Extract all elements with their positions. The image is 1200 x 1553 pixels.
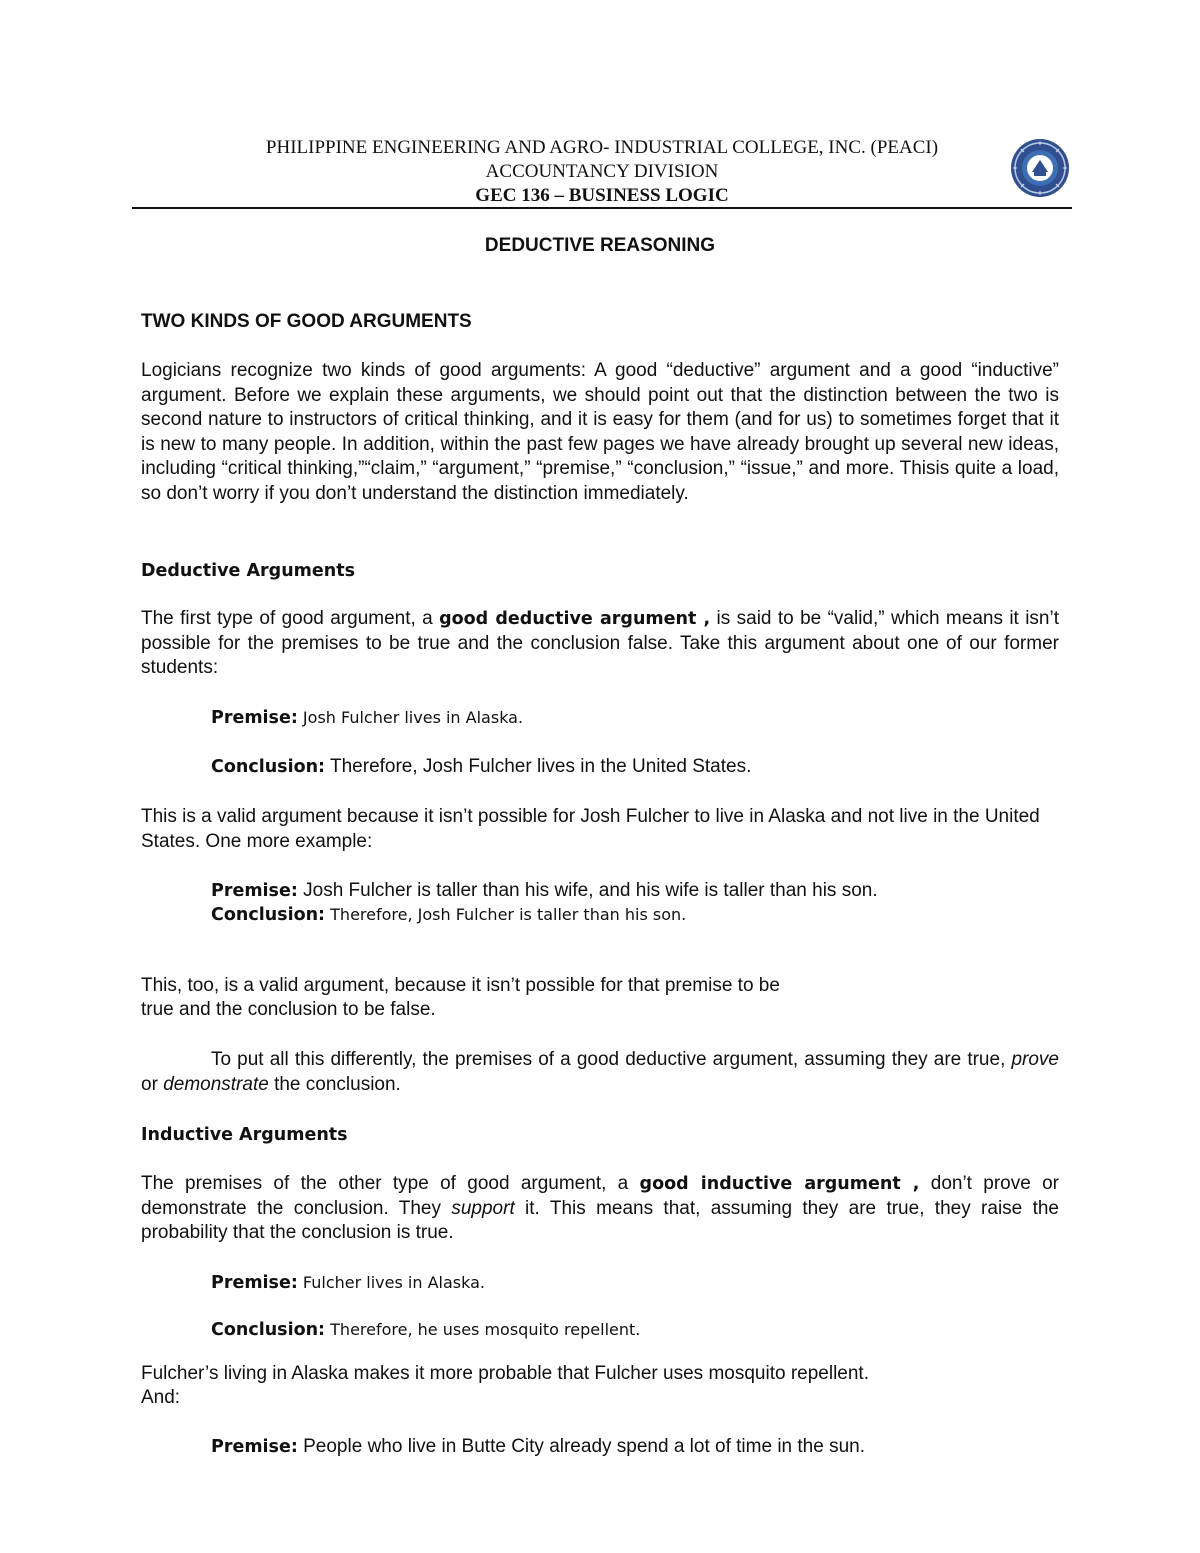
conclusion-label: Conclusion: <box>211 1320 326 1340</box>
subheading-inductive: Inductive Arguments <box>141 1125 348 1145</box>
text-run: To put all this differently, the premises of a good deductive argument, assuming they are true, <box>211 1049 1012 1070</box>
term-good-inductive: good inductive argument , <box>639 1174 920 1194</box>
deductive-example-2-conclusion <box>211 903 1059 928</box>
premise-label: Premise: <box>211 881 298 901</box>
subheading-deductive: Deductive Arguments <box>141 561 355 581</box>
deductive-example-2-premise <box>211 879 1059 904</box>
division-name: ACCOUNTANCY DIVISION <box>485 161 719 182</box>
deductive-paragraph-1 <box>141 607 1059 681</box>
emphasis-demonstrate: demonstrate <box>163 1073 269 1095</box>
inductive-example-1-conclusion <box>211 1318 1059 1343</box>
deductive-example-1-conclusion <box>211 755 1059 780</box>
text-run: don’t prove or demonstrate the conclusion. They <box>141 1173 1059 1219</box>
institution-name: PHILIPPINE ENGINEERING AND AGRO- INDUSTRIAL COLLEGE, INC. (PEACI) <box>265 137 939 158</box>
inductive-example-2-premise <box>211 1435 1059 1460</box>
premise-label: Premise: <box>211 708 298 728</box>
emphasis-prove: prove <box>1011 1049 1059 1070</box>
page-title: DEDUCTIVE REASONING <box>484 235 716 256</box>
college-seal-icon <box>1010 138 1070 198</box>
inductive-paragraph-1 <box>141 1172 1059 1246</box>
text-run: it. This means that, assuming they are true, they raise the probability that the conclusion is true. <box>141 1197 1059 1244</box>
deductive-paragraph-3-line-1: This, too, is a valid argument, because it isn’t possible for that premise to be <box>141 975 780 996</box>
conclusion-text: Therefore, he uses mosquito repellent. <box>325 1320 641 1339</box>
premise-text: People who live in Butte City already spend a lot of time in the sun. <box>297 1436 865 1457</box>
inductive-paragraph-2-line-2: And: <box>141 1387 181 1408</box>
premise-text: Josh Fulcher is taller than his wife, and his wife is taller than his son. <box>297 880 878 901</box>
intro-paragraph: Logicians recognize two kinds of good arguments: A good “deductive” argument and a good “inductive” argument. Before we explain these arguments, we should point out that the distinction between the two is second nature to instructors of critical thinking, and it is easy for them (and for us) to sometimes forget that it is new to many people. In addition, within the past few pages we have already brought up several new ideas, including “critical thinking,”“claim,” “argument,” “premise,” “conclusion,” “issue,” and more. Thisis quite a load, so don’t worry if you don’t understand the distinction immediately. <box>141 360 1059 504</box>
deductive-paragraph-4 <box>141 1048 1059 1097</box>
emphasis-support: support <box>451 1197 515 1219</box>
term-good-deductive: good deductive argument , <box>439 609 711 629</box>
conclusion-text: Therefore, Josh Fulcher lives in the United States. <box>325 756 752 777</box>
text-run: The premises of the other type of good argument, a <box>141 1173 640 1194</box>
text-run: or <box>141 1073 164 1095</box>
document-header <box>132 132 1072 210</box>
header-rule <box>132 207 1072 209</box>
premise-label: Premise: <box>211 1273 298 1293</box>
text-run: is said to be “valid,” which means it isn’t possible for the premises to be true and the conclusion false. Take this argument about one of our former students: <box>141 608 1059 679</box>
text-run: The first type of good argument, a <box>141 608 440 629</box>
conclusion-text: Therefore, Josh Fulcher is taller than his son. <box>325 905 687 924</box>
inductive-example-1-premise <box>211 1271 1059 1296</box>
conclusion-label: Conclusion: <box>211 905 326 925</box>
course-title: GEC 136 – BUSINESS LOGIC <box>475 185 729 206</box>
premise-text: Josh Fulcher lives in Alaska. <box>297 708 524 727</box>
conclusion-label: Conclusion: <box>211 757 326 777</box>
section-heading-two-kinds: TWO KINDS OF GOOD ARGUMENTS <box>141 311 472 332</box>
deductive-paragraph-3-line-2: true and the conclusion to be false. <box>141 999 436 1020</box>
deductive-example-1-premise <box>211 706 1059 731</box>
deductive-paragraph-2: This is a valid argument because it isn’t possible for Josh Fulcher to live in Alaska and not live in the United States. One more example: <box>141 806 1040 852</box>
premise-label: Premise: <box>211 1437 298 1457</box>
text-run: the conclusion. <box>268 1073 401 1095</box>
inductive-paragraph-2-line-1: Fulcher’s living in Alaska makes it more probable that Fulcher uses mosquito repellent. <box>141 1363 869 1384</box>
premise-text: Fulcher lives in Alaska. <box>297 1273 485 1292</box>
